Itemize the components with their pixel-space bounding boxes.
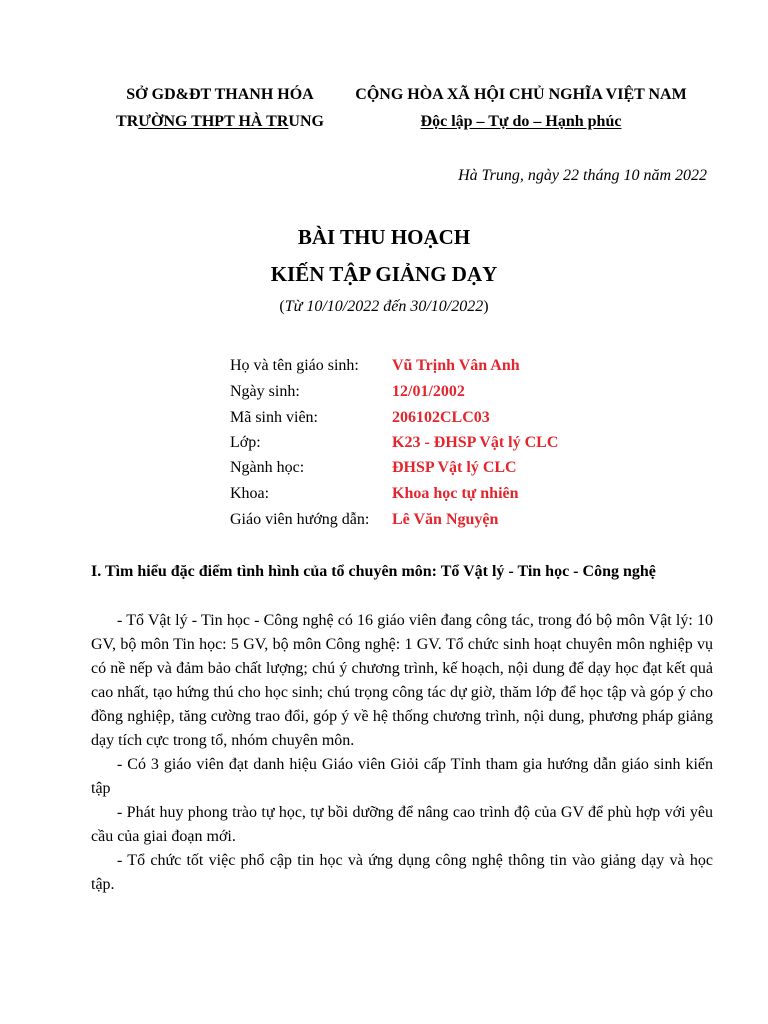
school-name-prefix: TR	[116, 113, 139, 130]
info-row-advisor	[230, 511, 730, 537]
info-label: Ngày sinh:	[230, 383, 300, 400]
info-value: K23 - ĐHSP Vật lý CLC	[392, 434, 559, 451]
info-label: Giáo viên hướng dẫn:	[230, 511, 370, 528]
national-motto: Độc lập – Tự do – Hạnh phúc	[420, 113, 622, 130]
info-row-dob	[230, 383, 730, 409]
info-row-name	[230, 357, 730, 383]
info-row-major	[230, 459, 730, 485]
info-value: 12/01/2002	[392, 383, 465, 400]
info-label: Khoa:	[230, 485, 270, 502]
section-body	[91, 609, 713, 897]
info-label: Mã sinh viên:	[230, 409, 318, 426]
doc-subtitle: KIẾN TẬP GIẢNG DẠY	[270, 262, 498, 286]
paragraph: - Phát huy phong trào tự học, tự bồi dưỡng để nâng cao trình độ của GV để phù hợp với yêu cầu của giai đoạn mới.	[91, 804, 713, 845]
dept-name: SỞ GD&ĐT THANH HÓA	[126, 86, 314, 103]
period-text: Từ 10/10/2022 đến 30/10/2022	[284, 298, 484, 315]
doc-title: BÀI THU HOẠCH	[297, 225, 471, 249]
school-name	[100, 113, 340, 131]
info-value: Vũ Trịnh Vân Anh	[392, 357, 520, 374]
info-label: Lớp:	[230, 434, 261, 451]
period-open: (	[279, 298, 285, 315]
paragraph: - Tổ Vật lý - Tin học - Công nghệ có 16 giáo viên đang công tác, trong đó bộ môn Vật lý: 10 GV, bộ môn Tin học: 5 GV, bộ môn Công nghệ: 1 GV. Tổ chức sinh hoạt chuyên môn nghiệp vụ có nề nếp và đảm bảo chất lượng; chú ý chương trình, kế hoạch, nội dung để dạy học đạt kết quả cao nhất, tạo hứng thú cho học sinh; chú trọng công tác dự giờ, thăm lớp để học tập và góp ý cho đồng nghiệp, tăng cường trao đổi, góp ý về hệ thống chương trình, nội dung, phương pháp giảng dạy tích cực trong tổ, nhóm chuyên môn.	[91, 612, 713, 749]
date-line: Hà Trung, ngày 22 tháng 10 năm 2022	[458, 167, 707, 184]
info-value: 206102CLC03	[392, 409, 490, 426]
doc-period	[0, 298, 768, 316]
info-row-class	[230, 434, 730, 460]
national-motto-wrap	[340, 113, 702, 131]
info-label: Ngành học:	[230, 459, 305, 476]
info-label: Họ và tên giáo sinh:	[230, 357, 359, 374]
info-value: ĐHSP Vật lý CLC	[392, 459, 517, 476]
period-close: )	[483, 298, 489, 315]
info-row-faculty	[230, 485, 730, 511]
info-value: Khoa học tự nhiên	[392, 485, 519, 502]
paragraph: - Tổ chức tốt việc phổ cập tin học và ứng dụng công nghệ thông tin vào giảng dạy và học tập.	[91, 852, 713, 893]
info-row-student-id	[230, 409, 730, 435]
school-name-suffix: UNG	[288, 113, 324, 130]
school-name-underlined: ƯỜNG THPT HÀ TR	[138, 113, 289, 130]
national-title: CỘNG HÒA XÃ HỘI CHỦ NGHĨA VIỆT NAM	[355, 86, 687, 103]
section-heading: I. Tìm hiểu đặc điểm tình hình của tổ chuyên môn: Tổ Vật lý - Tin học - Công nghệ	[91, 563, 656, 580]
info-value: Lê Văn Nguyện	[392, 511, 499, 528]
paragraph: - Có 3 giáo viên đạt danh hiệu Giáo viên Giỏi cấp Tỉnh tham gia hướng dẫn giáo sinh kiến tập	[91, 756, 713, 797]
